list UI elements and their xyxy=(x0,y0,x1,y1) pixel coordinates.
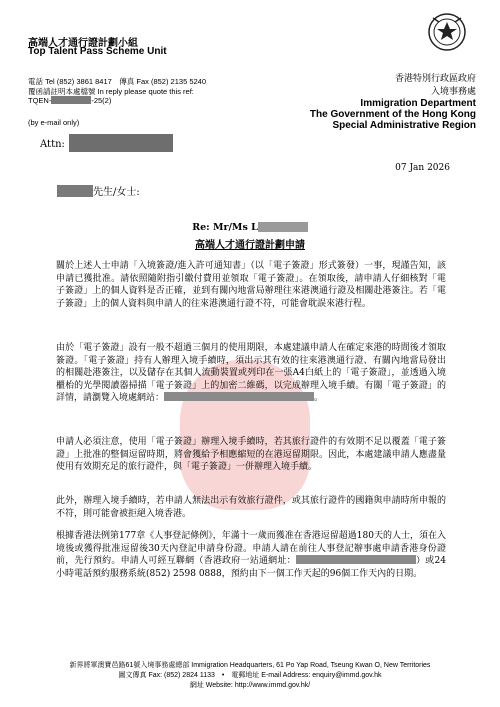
attn-label: Attn: xyxy=(40,139,65,150)
unit-name-en: Top Talent Pass Scheme Unit xyxy=(28,46,167,57)
regarding-line xyxy=(0,222,500,233)
salutation-suffix: 先生/女士: xyxy=(93,187,140,198)
redacted-govhk-url xyxy=(296,555,416,564)
ref-prefix: TQEN- xyxy=(28,96,52,105)
subject-line xyxy=(0,236,500,251)
footer-address: 新界將軍澳寶邑路61號入境事務處總部 Immigration Headquarters, 61 Po Yap Road, Tseung Kwan O, New Territories xyxy=(69,662,431,669)
department-block xyxy=(310,74,476,131)
paragraph-evisa-usage-end: 。 xyxy=(314,393,324,403)
government-name-zh: 香港特別行政區政府 xyxy=(394,74,476,84)
paragraph-refusal-warning: 此外，辦理入境手續時，若申請人無法出示有效旅行證件，或其旅行證件的國籍與申請時所申報的不符，則可能會被拒絕入境香港。 xyxy=(56,496,446,519)
paragraph-evisa-usage xyxy=(56,342,446,405)
redacted-website-url xyxy=(164,392,314,401)
footer-website: 網址 Website: http://www.immd.gov.hk/ xyxy=(189,682,311,689)
attention-line xyxy=(40,134,173,152)
delivery-method: (by e-mail only) xyxy=(28,118,80,127)
reference-number xyxy=(28,96,111,105)
salutation xyxy=(57,183,140,198)
ref-suffix: -25(2) xyxy=(91,96,112,105)
department-name-zh: 入境事務處 xyxy=(430,87,476,97)
paragraph-id-registration-text: 根據香港法例第177章《人事登記條例》，年滿十一歲而獲准在香港逗留超過180天的人士，須在入境後或獲得批准逗留後30天內登記申請身份證。申請人請在前往人事登記辦事處申請香港身份證前，先行預約。申請人可經互聯網（香港政府一站通網址： xyxy=(56,531,446,566)
hksar-crest-icon xyxy=(425,10,469,54)
government-name-en-2: Special Administrative Region xyxy=(332,120,476,131)
unit-name-zh: 高端人才通行證計劃小組 xyxy=(28,38,138,49)
department-name-en: Immigration Department xyxy=(360,98,476,109)
paragraph-travel-document-validity: 申請人必須注意，使用「電子簽證」辦理入境手續時，若其旅行證件的有效期不足以覆蓋「電子簽證」上批准的整個逗留時期，將會獲給予相應縮短的在港逗留期限。因此，本處建議申請人應盡量使用有效期充足的旅行證件，與「電子簽證」一併辦理入境手續。 xyxy=(56,437,446,472)
paragraph-evisa-usage-text: 由於「電子簽證」設有一般不超過三個月的使用期限，本處建議申請人在確定來港的時間後才領取簽證。「電子簽證」持有人辦理入境手續時，須出示其有效的往來港澳通行證、有關內地當局發出的相關赴港簽注，以及儲存在其個人流動裝置或列印在一張A4白紙上的「電子簽證」，並透過入境櫃枱的光學閱讀器掃描「電子簽證」上的加密二維碼，以完成辦理入境手續。有關「電子簽證」的詳情，請瀏覽入境處網站： xyxy=(56,343,446,403)
regarding-prefix: Re: Mr/Ms L xyxy=(192,222,258,233)
paragraph-id-registration xyxy=(56,530,446,580)
reply-ref-instruction: 覆函請註明本處檔號 In reply please quote this ref: xyxy=(28,87,194,96)
redacted-surname xyxy=(57,185,93,197)
redacted-ref xyxy=(51,96,91,104)
letter-date: 07 Jan 2026 xyxy=(395,163,450,173)
subject-text: 高端人才通行證計劃申請 xyxy=(195,240,305,251)
tel-fax-line: 電話 Tel (852) 3861 8417 傳真 Fax (852) 2135 5240 xyxy=(28,77,207,86)
footer-fax-email: 圖文傳真 Fax: (852) 2824 1133 • 電郵地址 E-mail Address: enquiry@immd.gov.hk xyxy=(118,672,382,679)
paragraph-approval: 關於上述人士申請「入境簽證/進入許可通知書」（以「電子簽證」形式簽發）一事，現謹告知，該申請已獲批准。請依照隨附指引繳付費用並領取「電子簽證」。在領取後，請申請人仔細核對「電子簽證」上的個人資料是否正確，並到有關內地當局辦理往來港澳通行證及相關赴港簽注。若「電子簽證」上的個人資料與申請人的往來港澳通行證不符，可能會耽誤來港行程。 xyxy=(56,261,446,309)
government-name-en-1: The Government of the Hong Kong xyxy=(309,109,476,120)
paragraph-id-registration-end: ）或24小時電話預約服務系統(852) 2598 0888，預約由下一個工作天起的96個工作天內的日期。 xyxy=(56,556,446,579)
redacted-attn-name xyxy=(69,134,173,152)
redacted-applicant-name xyxy=(258,222,308,232)
